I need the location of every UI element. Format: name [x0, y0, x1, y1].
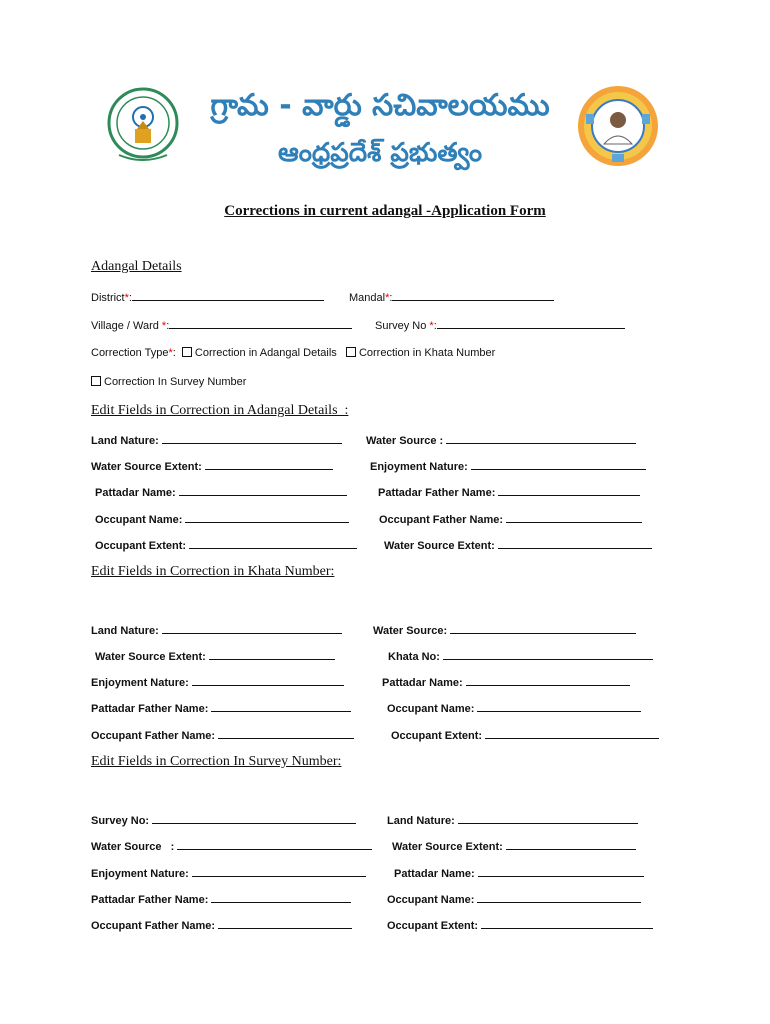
s2-occupant-name[interactable]: Occupant Name: [387, 701, 641, 715]
option-survey-number[interactable]: Correction In Survey Number [91, 376, 246, 388]
adangal-details-heading: Adangal Details [91, 259, 182, 274]
s1-water-source-extent-2[interactable]: Water Source Extent: [384, 538, 652, 552]
s3-pattadar-father-name[interactable]: Pattadar Father Name: [91, 892, 351, 906]
s2-occupant-father-name[interactable]: Occupant Father Name: [91, 728, 354, 742]
s1-occupant-name[interactable]: Occupant Name: [95, 512, 349, 526]
s3-survey-no[interactable]: Survey No: [91, 813, 356, 827]
s1-pattadar-father-name[interactable]: Pattadar Father Name: [378, 485, 640, 499]
section-survey-heading: Edit Fields in Correction In Survey Number: [91, 754, 342, 769]
checkbox-icon [91, 376, 101, 386]
s1-land-nature[interactable]: Land Nature: [91, 433, 342, 447]
s3-occupant-extent[interactable]: Occupant Extent: [387, 918, 653, 932]
correction-type-row: Correction Type*: Correction in Adangal Details Correction in Khata Number [91, 347, 496, 359]
mandal-field[interactable]: Mandal*: [349, 290, 554, 304]
s3-water-source[interactable]: Water Source : [91, 839, 372, 853]
header-telugu-subtitle: ఆంధ్రప్రదేశ్ ప్రభుత్వం [277, 138, 483, 168]
s1-occupant-extent[interactable]: Occupant Extent: [95, 538, 357, 552]
header-telugu-title: గ్రామ - వార్డు సచివాలయము [210, 88, 550, 123]
s2-water-source[interactable]: Water Source: [373, 623, 636, 637]
s1-pattadar-name[interactable]: Pattadar Name: [95, 485, 347, 499]
s1-occupant-father-name[interactable]: Occupant Father Name: [379, 512, 642, 526]
s2-khata-no[interactable]: Khata No: [388, 649, 653, 663]
sachivalayam-logo-icon [576, 84, 660, 168]
s3-occupant-father-name[interactable]: Occupant Father Name: [91, 918, 352, 932]
s2-occupant-extent[interactable]: Occupant Extent: [391, 728, 659, 742]
s1-water-source[interactable]: Water Source : [366, 433, 636, 447]
option-khata-number[interactable]: Correction in Khata Number [346, 347, 495, 359]
checkbox-icon [346, 347, 356, 357]
s3-water-source-extent[interactable]: Water Source Extent: [392, 839, 636, 853]
checkbox-icon [182, 347, 192, 357]
s3-occupant-name[interactable]: Occupant Name: [387, 892, 641, 906]
s3-enjoyment-nature[interactable]: Enjoyment Nature: [91, 866, 366, 880]
option-adangal-details[interactable]: Correction in Adangal Details [182, 347, 337, 359]
s2-pattadar-father-name[interactable]: Pattadar Father Name: [91, 701, 351, 715]
section-adangal-heading: Edit Fields in Correction in Adangal Details : [91, 403, 349, 418]
district-field[interactable]: District*: [91, 290, 324, 304]
s3-land-nature[interactable]: Land Nature: [387, 813, 638, 827]
survey-no-field[interactable]: Survey No *: [375, 318, 625, 332]
s2-pattadar-name[interactable]: Pattadar Name: [382, 675, 630, 689]
ap-government-emblem-icon [107, 85, 179, 167]
s2-land-nature[interactable]: Land Nature: [91, 623, 342, 637]
section-khata-heading: Edit Fields in Correction in Khata Number: [91, 564, 335, 579]
s1-water-source-extent[interactable]: Water Source Extent: [91, 459, 333, 473]
village-ward-field[interactable]: Village / Ward *: [91, 318, 352, 332]
s2-water-source-extent[interactable]: Water Source Extent: [95, 649, 335, 663]
s1-enjoyment-nature[interactable]: Enjoyment Nature: [370, 459, 646, 473]
s2-enjoyment-nature[interactable]: Enjoyment Nature: [91, 675, 344, 689]
form-title: Corrections in current adangal -Application Form [224, 203, 546, 219]
s3-pattadar-name[interactable]: Pattadar Name: [394, 866, 644, 880]
